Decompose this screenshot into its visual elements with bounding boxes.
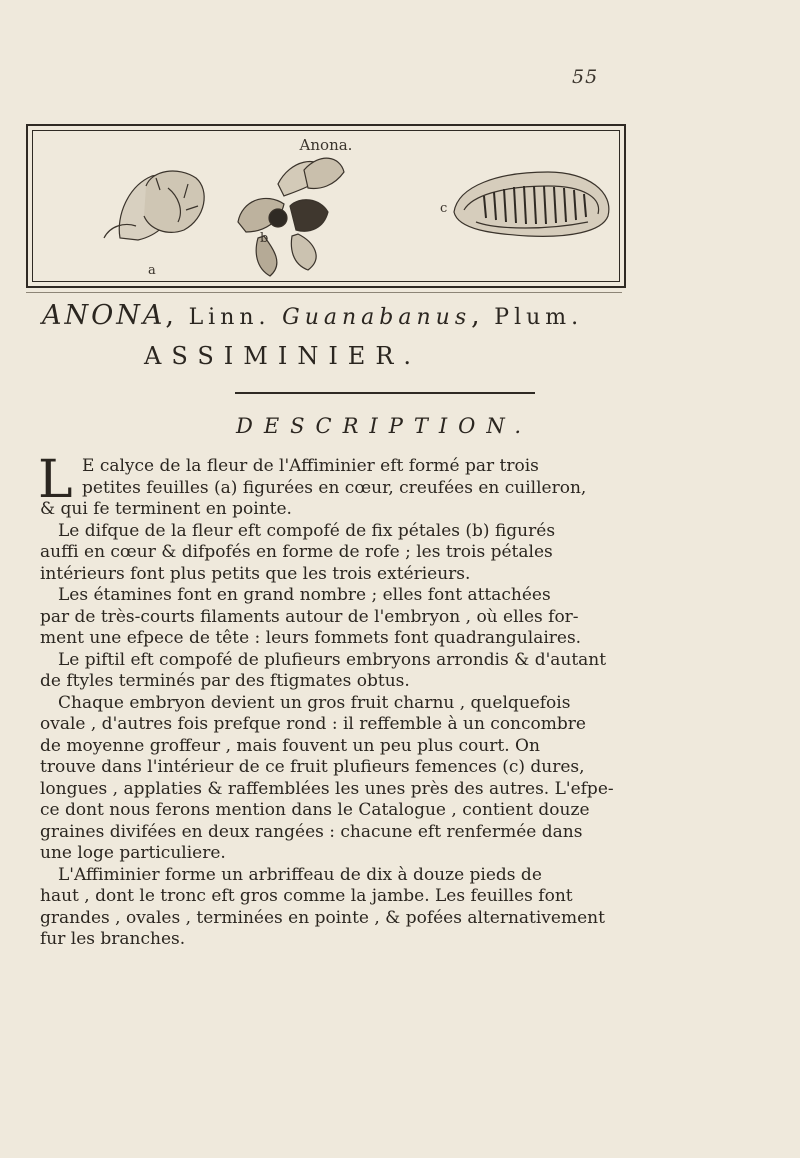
illustration-plate	[26, 124, 626, 288]
text-line: grandes , ovales , terminées en pointe , & pofées alternativement	[40, 907, 605, 928]
linnaeus-citation: Linn.	[188, 305, 271, 330]
text-line: Le piftil eft compofé de plufieurs embryons arrondis & d'autant	[58, 649, 607, 670]
plate-title: Anona.	[299, 136, 353, 154]
drop-capital: L	[38, 450, 73, 510]
botanical-engraving	[28, 126, 624, 286]
text-line: haut , dont le tronc eft gros comme la jambe. Les feuilles font	[40, 886, 573, 906]
figure-c-seedpod	[454, 172, 609, 236]
label-a: a	[148, 263, 156, 278]
label-c: c	[440, 201, 448, 216]
text-line: petites feuilles (a) figurées en cœur, creufées en cuilleron,	[82, 477, 587, 498]
text-line: auffi en cœur & difpofés en forme de rofe ; les trois pétales	[40, 542, 553, 562]
guanabanus-name: Guanabanus	[282, 305, 472, 330]
text-line: intérieurs font plus petits que les trois extérieurs.	[40, 563, 471, 584]
text-line: L'Affiminier forme un arbriffeau de dix à douze pieds de	[58, 864, 542, 885]
figure-b-flower	[238, 158, 344, 276]
text-line: ment une efpece de tête : leurs fommets font quadrangulaires.	[40, 628, 582, 648]
text-line: trouve dans l'intérieur de ce fruit plufieurs femences (c) dures,	[40, 757, 585, 777]
text-line: Chaque embryon devient un gros fruit charnu , quelquefois	[58, 692, 571, 713]
plate-underline	[26, 292, 622, 293]
genus-name: ANONA	[42, 300, 166, 331]
heading-line-1: ANONA, Linn. Guanabanus, Plum.	[42, 300, 584, 331]
page-number: 55	[572, 66, 599, 88]
common-name: ASSIMINIER.	[144, 342, 422, 370]
text-line: fur les branches.	[40, 929, 186, 949]
text-line: & qui fe terminent en pointe.	[40, 499, 292, 519]
text-line: une loge particuliere.	[40, 843, 226, 863]
section-divider	[235, 392, 535, 394]
text-line: graines divifées en deux rangées : chacune eft renfermée dans	[40, 821, 583, 842]
text-line: Les étamines font en grand nombre ; elles font attachées	[58, 585, 551, 605]
label-b: b	[260, 231, 269, 246]
text-line: ovale , d'autres fois prefque rond : il reffemble à un concombre	[40, 714, 586, 734]
text-line: de ftyles terminés par des ftigmates obtus.	[40, 671, 410, 691]
text-line: Le difque de la fleur eft compofé de fix pétales (b) figurés	[58, 520, 556, 541]
text-line: par de très-courts filaments autour de l'embryon , où elles for-	[40, 606, 579, 627]
description-body	[38, 450, 780, 951]
section-title: DESCRIPTION.	[236, 414, 533, 438]
text-line: de moyenne groffeur , mais fouvent un peu plus court. On	[40, 735, 540, 756]
figure-a-flower	[104, 171, 204, 240]
plumier-citation: Plum.	[494, 305, 584, 330]
text-line: longues , applaties & raffemblées les unes près des autres. L'efpe-	[40, 778, 614, 799]
text-line: E calyce de la fleur de l'Affiminier eft formé par trois	[82, 456, 539, 476]
text-line: ce dont nous ferons mention dans le Catalogue , contient douze	[40, 800, 590, 820]
